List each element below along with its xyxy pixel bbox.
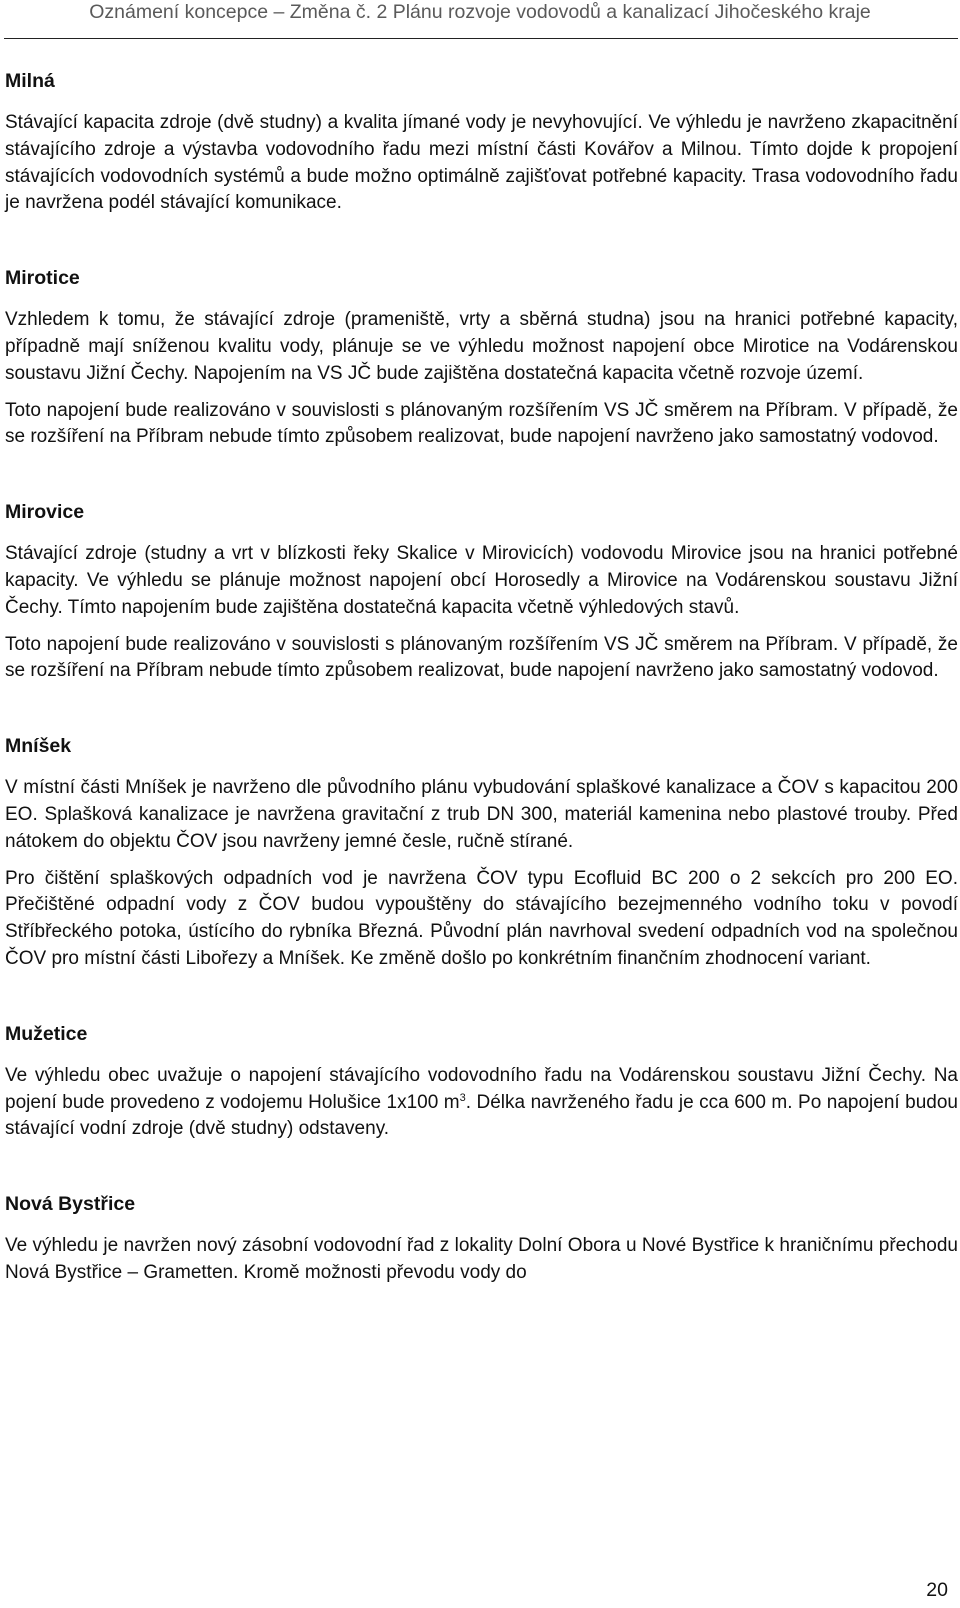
running-header: Oznámení koncepce – Změna č. 2 Plánu rozvoje vodovodů a kanalizací Jihočeského kraje — [89, 1, 871, 23]
paragraph — [5, 1063, 958, 1143]
superscript: 3 — [459, 1091, 466, 1104]
document-body — [5, 68, 958, 1287]
paragraph-text: Ve výhledu obec uvažuje o napojení stávajícího vodovodního řadu na Vodárenskou soustavu Jižní Čechy. Na pojení bude provedeno z vodojemu Holušice 1x100 m — [5, 1064, 958, 1113]
page-number: 20 — [926, 1579, 948, 1601]
paragraph: Pro čištění splaškových odpadních vod je navržena ČOV typu Ecofluid BC 200 o 2 sekcích pro 200 EO. Přečištěné odpadní vody z ČOV budou vypouštěny do stávajícího bezejmenného vodního toku v povodí Stříbřeckého potoka, ústícího do rybníka Březná. Původní plán navrhoval svedení odpadních vod na společnou ČOV pro místní části Libořezy a Mníšek. Ke změně došlo po konkrétním finančním zhodnocení variant. — [5, 867, 958, 969]
section-title: Mníšek — [5, 735, 72, 758]
paragraph: V místní části Mníšek je navrženo dle původního plánu vybudování splaškové kanalizace a ČOV s kapacitou 200 EO. Splašková kanalizace je navržena gravitační z trub DN 300, materiál kamenina nebo plastové trouby. Před nátokem do objektu ČOV jsou navrženy jemné česle, ručně stírané. — [5, 777, 958, 852]
paragraph-text: . Délka navrženého řadu je cca 600 m. Po napojení budou stávající vodní zdroje (dvě studny) odstaveny. — [5, 1091, 958, 1140]
section-title: Mirovice — [5, 501, 85, 524]
section-mirovice — [5, 499, 958, 685]
section-nova-bystrice — [5, 1191, 958, 1287]
section-mnisek — [5, 733, 958, 973]
paragraph: Vzhledem k tomu, že stávající zdroje (prameniště, vrty a sběrná studna) jsou na hranici potřebné kapacity, případně mají sníženou kvalitu vody, plánuje se ve výhledu možnost napojení obce Mirotice na Vodárenskou soustavu Jižní Čechy. Napojením na VS JČ bude zajištěna dostatečná kapacita včetně rozvoje území. — [5, 309, 958, 384]
section-milna — [5, 68, 958, 217]
paragraph: Toto napojení bude realizováno v souvislosti s plánovaným rozšířením VS JČ směrem na Příbram. V případě, že se rozšíření na Příbram nebude tímto způsobem realizovat, bude napojení navrženo jako samostatný vodovod. — [5, 633, 958, 682]
paragraph: Stávající kapacita zdroje (dvě studny) a kvalita jímané vody je nevyhovující. Ve výhledu je navrženo zkapacitnění stávajícího zdroje a výstavba vodovodního řadu mezi místní části Kovářov a Milnou. Tímto dojde k propojení stávajících vodovodních systémů a bude možno optimálně zajišťovat potřebné kapacity. Trasa vodovodního řadu je navržena podél stávající komunikace. — [5, 112, 958, 214]
section-mirotice — [5, 265, 958, 451]
section-title: Milná — [5, 70, 55, 92]
section-muzetice — [5, 1021, 958, 1143]
section-title: Mužetice — [5, 1022, 88, 1045]
section-title: Nová Bystřice — [5, 1193, 136, 1216]
header-rule — [4, 38, 958, 39]
paragraph: Stávající zdroje (studny a vrt v blízkosti řeky Skalice v Mirovicích) vodovodu Mirovice jsou na hranici potřebné kapacity. Ve výhledu se plánuje možnost napojení obcí Horosedly a Mirovice na Vodárenskou soustavu Jižní Čechy. Tímto napojením bude zajištěna dostatečná kapacita včetně výhledových stavů. — [5, 543, 958, 618]
paragraph: Ve výhledu je navržen nový zásobní vodovodní řad z lokality Dolní Obora u Nové Bystřice k hraničnímu přechodu Nová Bystřice – Grametten. Kromě možnosti převodu vody do — [5, 1235, 958, 1283]
section-title: Mirotice — [5, 267, 80, 290]
paragraph: Toto napojení bude realizováno v souvislosti s plánovaným rozšířením VS JČ směrem na Příbram. V případě, že se rozšíření na Příbram nebude tímto způsobem realizovat, bude napojení navrženo jako samostatný vodovod. — [5, 399, 958, 448]
